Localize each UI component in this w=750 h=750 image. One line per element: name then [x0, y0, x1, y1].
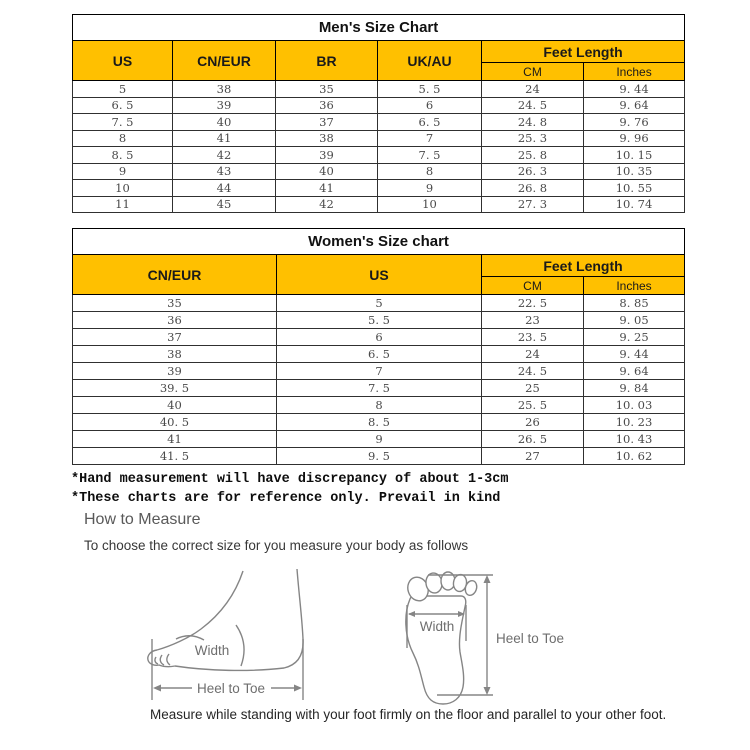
- table-cell: 7. 5: [73, 114, 173, 131]
- toe-line-2: [160, 655, 164, 665]
- table-cell: 10. 03: [584, 397, 685, 414]
- mens-col-header-inches: Inches: [584, 63, 685, 81]
- table-row: [73, 380, 685, 397]
- table-cell: 9. 44: [584, 81, 685, 98]
- table-cell: 22. 5: [482, 295, 584, 312]
- measurement-diagrams: [0, 555, 750, 720]
- table-cell: 25. 5: [482, 397, 584, 414]
- table-cell: 23. 5: [482, 329, 584, 346]
- table-cell: 8. 5: [277, 414, 482, 431]
- toe-line-1: [155, 657, 158, 664]
- table-cell: 40: [276, 163, 378, 180]
- table-cell: 9. 96: [584, 130, 685, 147]
- measure-caption: Measure while standing with your foot firmly on the floor and parallel to your other foot.: [150, 707, 667, 722]
- table-cell: 41: [73, 431, 277, 448]
- table-cell: 7: [277, 363, 482, 380]
- womens-col-header-cneur: CN/EUR: [73, 255, 277, 295]
- table-cell: 9. 25: [584, 329, 685, 346]
- table-cell: 24: [482, 346, 584, 363]
- note-reference-only: *These charts are for reference only. Prevail in kind: [71, 490, 501, 506]
- table-cell: 40: [173, 114, 276, 131]
- how-to-measure-heading: How to Measure: [84, 511, 201, 528]
- table-cell: 9. 84: [584, 380, 685, 397]
- note-hand-measurement: *Hand measurement will have discrepancy of about 1-3cm: [71, 472, 509, 487]
- table-cell: 9: [73, 163, 173, 180]
- table-cell: 23: [482, 312, 584, 329]
- table-cell: 5. 5: [378, 81, 482, 98]
- table-cell: 10. 74: [584, 196, 685, 213]
- table-cell: 42: [276, 196, 378, 213]
- table-cell: 25. 3: [482, 130, 584, 147]
- table-cell: 45: [173, 196, 276, 213]
- table-cell: 39. 5: [73, 380, 277, 397]
- table-cell: 6: [277, 329, 482, 346]
- table-cell: 38: [276, 130, 378, 147]
- table-row: [73, 114, 685, 131]
- table-cell: 38: [173, 81, 276, 98]
- table-cell: 9. 64: [584, 363, 685, 380]
- table-cell: 10. 15: [584, 147, 685, 164]
- table-row: [73, 363, 685, 380]
- table-cell: 10. 62: [584, 448, 685, 465]
- table-cell: 9. 44: [584, 346, 685, 363]
- table-cell: 36: [73, 312, 277, 329]
- table-cell: 35: [276, 81, 378, 98]
- mens-size-chart-table: [72, 14, 685, 213]
- table-cell: 39: [73, 363, 277, 380]
- vertical-arrowhead-top: [484, 575, 491, 583]
- table-cell: 26. 5: [482, 431, 584, 448]
- table-cell: 5: [277, 295, 482, 312]
- table-cell: 24: [482, 81, 584, 98]
- table-cell: 27: [482, 448, 584, 465]
- table-cell: 8: [378, 163, 482, 180]
- table-cell: 7: [378, 130, 482, 147]
- table-cell: 10: [73, 180, 173, 197]
- table-cell: 41: [173, 130, 276, 147]
- foot-side-view-diagram: [148, 569, 303, 700]
- table-cell: 8. 5: [73, 147, 173, 164]
- table-row: [73, 312, 685, 329]
- table-cell: 9: [277, 431, 482, 448]
- table-cell: 7. 5: [277, 380, 482, 397]
- table-cell: 39: [276, 147, 378, 164]
- table-row: [73, 147, 685, 164]
- table-cell: 10: [378, 196, 482, 213]
- table-cell: 9. 5: [277, 448, 482, 465]
- table-cell: 6. 5: [378, 114, 482, 131]
- table-cell: 5: [73, 81, 173, 98]
- top-heel-to-toe-label: Heel to Toe: [496, 631, 565, 646]
- womens-col-header-feet-length: Feet Length: [482, 255, 685, 277]
- table-cell: 36: [276, 97, 378, 114]
- table-cell: 5. 5: [277, 312, 482, 329]
- mens-chart-title: Men's Size Chart: [73, 15, 685, 41]
- top-width-label: Width: [419, 619, 455, 634]
- table-cell: 9. 76: [584, 114, 685, 131]
- table-cell: 8. 85: [584, 295, 685, 312]
- how-to-measure-subtitle: To choose the correct size for you measure your body as follows: [84, 538, 469, 553]
- table-cell: 6: [378, 97, 482, 114]
- table-cell: 9. 64: [584, 97, 685, 114]
- foot-top-view-diagram: [405, 572, 564, 704]
- table-cell: 40: [73, 397, 277, 414]
- mens-col-header-us: US: [73, 41, 173, 81]
- table-cell: 41: [276, 180, 378, 197]
- table-row: [73, 397, 685, 414]
- table-row: [73, 329, 685, 346]
- table-cell: 10. 55: [584, 180, 685, 197]
- table-row: [73, 346, 685, 363]
- table-cell: 25: [482, 380, 584, 397]
- table-cell: 37: [276, 114, 378, 131]
- table-cell: 37: [73, 329, 277, 346]
- toe-line-3: [167, 654, 170, 665]
- table-cell: 43: [173, 163, 276, 180]
- table-cell: 24. 8: [482, 114, 584, 131]
- table-cell: 42: [173, 147, 276, 164]
- womens-size-chart-table: [72, 228, 685, 465]
- table-cell: 9: [378, 180, 482, 197]
- table-cell: 26. 8: [482, 180, 584, 197]
- table-row: [73, 97, 685, 114]
- side-heel-to-toe-label: Heel to Toe: [196, 681, 266, 696]
- table-cell: 39: [173, 97, 276, 114]
- table-cell: 9. 05: [584, 312, 685, 329]
- footnotes: [71, 471, 508, 508]
- table-row: [73, 81, 685, 98]
- table-cell: 25. 8: [482, 147, 584, 164]
- womens-chart-title: Women's Size chart: [73, 229, 685, 255]
- vertical-arrowhead-bottom: [484, 687, 491, 695]
- table-cell: 35: [73, 295, 277, 312]
- table-cell: 27. 3: [482, 196, 584, 213]
- mens-col-header-ukau: UK/AU: [378, 41, 482, 81]
- table-cell: 8: [277, 397, 482, 414]
- mens-chart-body: [73, 81, 685, 213]
- table-row: [73, 414, 685, 431]
- table-row: [73, 431, 685, 448]
- table-cell: 10. 23: [584, 414, 685, 431]
- table-cell: 6. 5: [277, 346, 482, 363]
- mens-col-header-cm: CM: [482, 63, 584, 81]
- womens-col-header-cm: CM: [482, 277, 584, 295]
- table-cell: 24. 5: [482, 363, 584, 380]
- side-width-label: Width: [194, 643, 230, 658]
- table-cell: 24. 5: [482, 97, 584, 114]
- table-row: [73, 448, 685, 465]
- table-row: [73, 163, 685, 180]
- arrowhead-left: [153, 685, 161, 692]
- table-cell: 26: [482, 414, 584, 431]
- table-cell: 7. 5: [378, 147, 482, 164]
- table-cell: 44: [173, 180, 276, 197]
- table-cell: 40. 5: [73, 414, 277, 431]
- table-cell: 6. 5: [73, 97, 173, 114]
- table-cell: 38: [73, 346, 277, 363]
- table-cell: 41. 5: [73, 448, 277, 465]
- table-cell: 8: [73, 130, 173, 147]
- womens-chart-body: [73, 295, 685, 465]
- table-row: [73, 130, 685, 147]
- mens-col-header-feet-length: Feet Length: [482, 41, 685, 63]
- table-cell: 10. 43: [584, 431, 685, 448]
- womens-col-header-us: US: [277, 255, 482, 295]
- table-cell: 11: [73, 196, 173, 213]
- table-row: [73, 295, 685, 312]
- toe-knuckle-line: [176, 636, 204, 640]
- arrowhead-right: [294, 685, 302, 692]
- table-cell: 10. 35: [584, 163, 685, 180]
- mens-col-header-br: BR: [276, 41, 378, 81]
- table-row: [73, 180, 685, 197]
- table-cell: 26. 3: [482, 163, 584, 180]
- width-girth-line: [236, 625, 244, 666]
- womens-col-header-inches: Inches: [584, 277, 685, 295]
- table-row: [73, 196, 685, 213]
- mens-col-header-cneur: CN/EUR: [173, 41, 276, 81]
